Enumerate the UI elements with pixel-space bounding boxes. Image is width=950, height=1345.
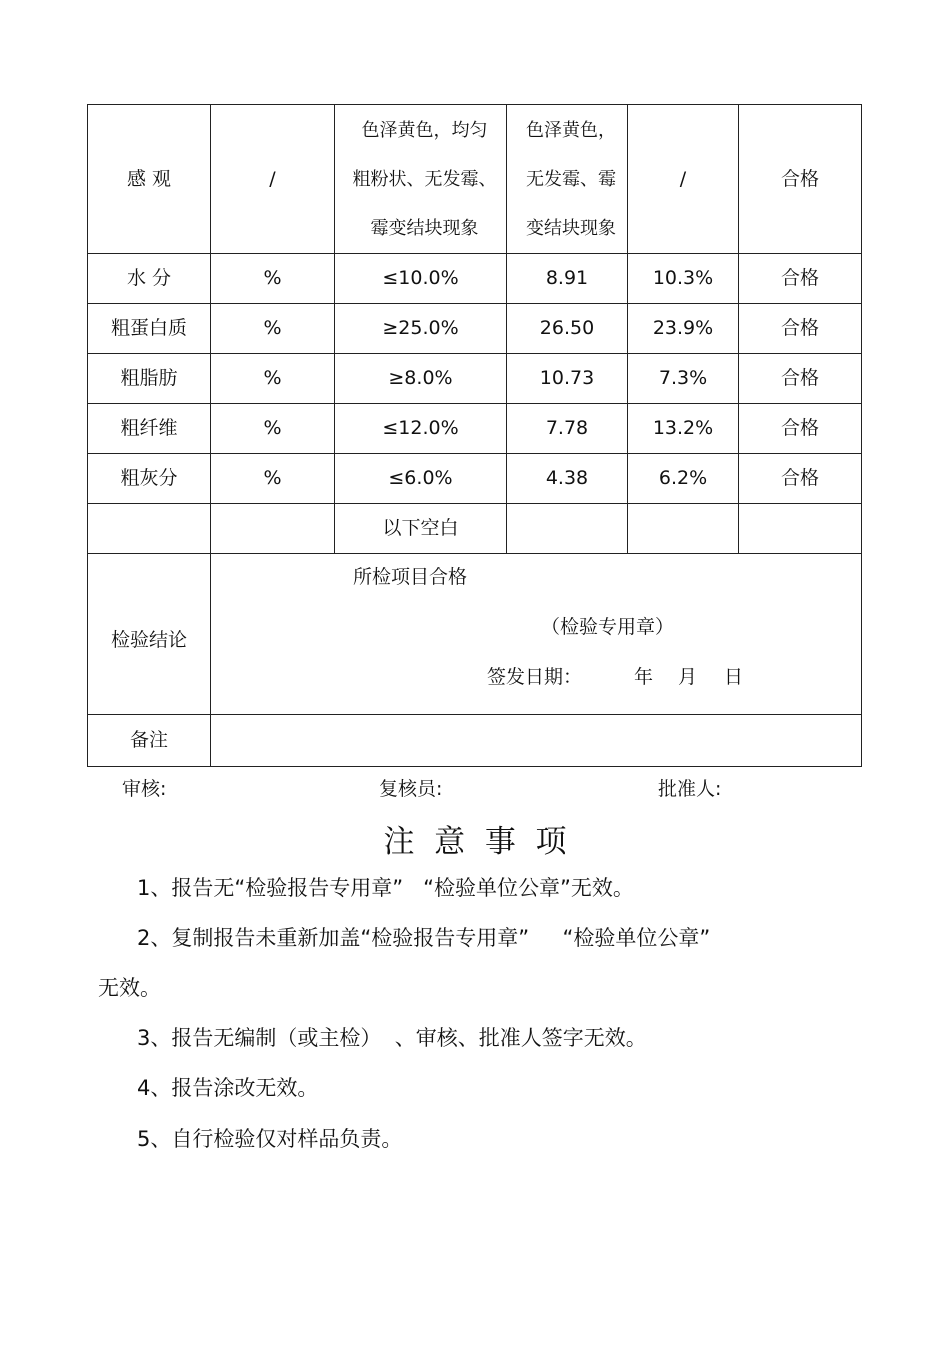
unit-cell: % — [211, 454, 335, 504]
result-line: 变结块现象 — [526, 217, 616, 239]
notes-title-text: 注 意 事 项 — [383, 824, 567, 860]
reviewer-signature-label: 审核: — [122, 778, 167, 800]
result-cell: 26.50 — [507, 304, 628, 354]
result-cell: 7.78 — [507, 404, 628, 454]
unit-cell: % — [211, 254, 335, 304]
dry-basis-cell: / — [628, 105, 739, 254]
result-cell: 4.38 — [507, 454, 628, 504]
dry-basis-cell: 10.3% — [628, 254, 739, 304]
table-row — [88, 254, 862, 304]
note-item: 3、报告无编制（或主检） 、审核、批准人签字无效。 — [137, 1026, 647, 1050]
stamp-text: （检验专用章） — [541, 616, 675, 638]
dry-basis-cell: 7.3% — [628, 354, 739, 404]
unit-cell: % — [211, 304, 335, 354]
verdict-cell: 合格 — [739, 254, 862, 304]
inspection-table — [87, 104, 862, 767]
verdict-cell: 合格 — [739, 404, 862, 454]
remark-label: 备注 — [88, 715, 211, 767]
empty-cell — [88, 504, 211, 554]
table-row — [88, 304, 862, 354]
standard-cell: ≤12.0% — [335, 404, 507, 454]
standard-cell: ≥25.0% — [335, 304, 507, 354]
table-row — [88, 454, 862, 504]
note-item: 4、报告涂改无效。 — [137, 1076, 319, 1100]
empty-cell — [628, 504, 739, 554]
standard-line: 霉变结块现象 — [370, 217, 479, 239]
issue-date-label: 签发日期： — [487, 666, 583, 688]
table-row-conclusion — [88, 554, 862, 715]
unit-cell: % — [211, 354, 335, 404]
item-cell: 粗蛋白质 — [88, 304, 211, 354]
standard-cell: ≤6.0% — [335, 454, 507, 504]
result-cell: 10.73 — [507, 354, 628, 404]
conclusion-body — [211, 554, 862, 715]
table-row-sense — [88, 105, 862, 254]
verdict-cell: 合格 — [739, 354, 862, 404]
rechecker-signature-label: 复核员: — [379, 778, 443, 800]
dry-basis-cell: 13.2% — [628, 404, 739, 454]
unit-cell: % — [211, 404, 335, 454]
standard-cell: ≤10.0% — [335, 254, 507, 304]
result-line: 色泽黄色， — [526, 119, 616, 141]
note-item: 2、复制报告未重新加盖“检验报告专用章” “检验单位公章” — [137, 926, 711, 950]
approver-signature-label: 批准人: — [658, 778, 722, 800]
item-cell: 水 分 — [88, 254, 211, 304]
empty-cell — [211, 504, 335, 554]
notes-title — [0, 816, 950, 861]
date-year: 年 — [634, 666, 654, 688]
standard-line: 粗粉状、无发霉、 — [352, 168, 497, 190]
blank-note-cell: 以下空白 — [335, 504, 507, 554]
verdict-cell: 合格 — [739, 105, 862, 254]
result-line: 无发霉、霉 — [526, 168, 616, 190]
result-cell: 8.91 — [507, 254, 628, 304]
verdict-cell: 合格 — [739, 304, 862, 354]
item-cell: 粗脂肪 — [88, 354, 211, 404]
verdict-cell: 合格 — [739, 454, 862, 504]
remark-cell — [211, 715, 862, 767]
result-cell — [507, 105, 628, 254]
empty-cell — [739, 504, 862, 554]
note-item: 1、报告无“检验报告专用章” “检验单位公章”无效。 — [137, 876, 634, 900]
note-item-continuation: 无效。 — [98, 976, 161, 1000]
item-cell: 粗灰分 — [88, 454, 211, 504]
item-cell: 粗纤维 — [88, 404, 211, 454]
standard-cell — [335, 105, 507, 254]
table-row-blank — [88, 504, 862, 554]
empty-cell — [507, 504, 628, 554]
table-row — [88, 404, 862, 454]
conclusion-text: 所检项目合格 — [353, 566, 468, 588]
table-row — [88, 354, 862, 404]
dry-basis-cell: 6.2% — [628, 454, 739, 504]
conclusion-label: 检验结论 — [88, 554, 211, 715]
date-month: 月 — [678, 666, 698, 688]
standard-line: 色泽黄色，均匀 — [361, 119, 488, 141]
date-day: 日 — [724, 666, 744, 688]
standard-cell: ≥8.0% — [335, 354, 507, 404]
table-row-remark — [88, 715, 862, 767]
note-item: 5、自行检验仅对样品负责。 — [137, 1127, 403, 1151]
dry-basis-cell: 23.9% — [628, 304, 739, 354]
item-cell: 感 观 — [88, 105, 211, 254]
unit-cell: / — [211, 105, 335, 254]
